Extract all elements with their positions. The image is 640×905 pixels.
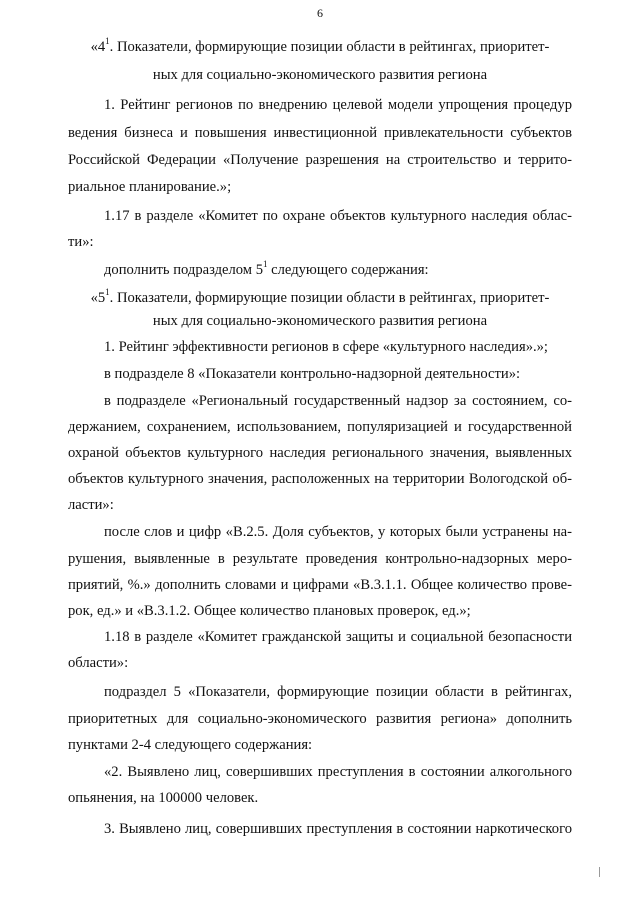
section-5-1-title-line2: ных для социально-экономического развития региона: [152, 313, 488, 329]
text-line: подраздел 5 «Показатели, формирующие позиции области в рейтингах,: [104, 684, 572, 700]
text-line: объектов культурного значения, расположенных на территории Вологодской об-: [68, 471, 572, 487]
title-rest: . Показатели, формирующие позиции области в рейтингах, приоритет-: [109, 39, 550, 55]
text-line: пунктами 2-4 следующего содержания:: [68, 737, 313, 753]
title-prefix: «4: [90, 39, 106, 55]
title-superscript: 1: [105, 36, 110, 47]
text-line: приоритетных для социально-экономического развития региона» дополнить: [68, 711, 572, 727]
text-line: в подразделе «Региональный государственный надзор за состоянием, со-: [104, 393, 572, 409]
text-part: следующего содержания:: [267, 262, 429, 278]
text-line: приятий, %.» дополнить словами и цифрами «В.3.1.1. Общее количество прове-: [68, 577, 572, 593]
text-line: рушения, выявленные в результате проведения контрольно-надзорных меро-: [68, 551, 572, 567]
scan-mark: [599, 867, 600, 877]
title-prefix: «5: [90, 290, 106, 306]
section-4-1-title-line2: ных для социально-экономического развития региона: [152, 67, 488, 83]
text-line: рок, ед.» и «В.3.1.2. Общее количество плановых проверок, ед.»;: [68, 603, 471, 619]
text-line: области»:: [68, 655, 129, 671]
text-line: риальное планирование.»;: [68, 179, 232, 195]
text-line: ведения бизнеса и повышения инвестиционной привлекательности субъектов: [68, 125, 572, 141]
title-superscript: 1: [105, 287, 110, 298]
text-line: после слов и цифр «В.2.5. Доля субъектов, у которых были устранены на-: [104, 524, 572, 540]
section-4-1-title-line1: [0, 38, 640, 56]
section-5-1-title-line1: [0, 289, 640, 307]
title-rest: . Показатели, формирующие позиции области в рейтингах, приоритет-: [109, 290, 550, 306]
text-line: опьянения, на 100000 человек.: [68, 790, 259, 806]
text-line: 1. Рейтинг эффективности регионов в сфере «культурного наследия».»;: [104, 339, 548, 355]
text-line: ласти»:: [68, 497, 114, 513]
page-number: 6: [317, 6, 323, 20]
text-line: ти»:: [68, 234, 94, 250]
text-line: держанием, сохранением, использованием, популяризацией и государственной: [68, 419, 572, 435]
text-line: 1.17 в разделе «Комитет по охране объектов культурного наследия облас-: [104, 208, 572, 224]
text-line: в подразделе 8 «Показатели контрольно-надзорной деятельности»:: [104, 366, 521, 382]
text-part: дополнить подразделом 5: [104, 262, 263, 278]
text-line: Российской Федерации «Получение разрешения на строительство и террито-: [68, 152, 572, 168]
text-line: «2. Выявлено лиц, совершивших преступления в состоянии алкогольного: [104, 764, 572, 780]
text-line: 1. Рейтинг регионов по внедрению целевой модели упрощения процедур: [104, 97, 572, 113]
superscript: 1: [263, 259, 268, 270]
text-line: охраной объектов культурного наследия регионального значения, выявленных: [68, 445, 572, 461]
add-subsection-line: [104, 261, 429, 279]
text-line: 3. Выявлено лиц, совершивших преступления в состоянии наркотического: [104, 821, 572, 837]
text-line: 1.18 в разделе «Комитет гражданской защиты и социальной безопасности: [104, 629, 572, 645]
